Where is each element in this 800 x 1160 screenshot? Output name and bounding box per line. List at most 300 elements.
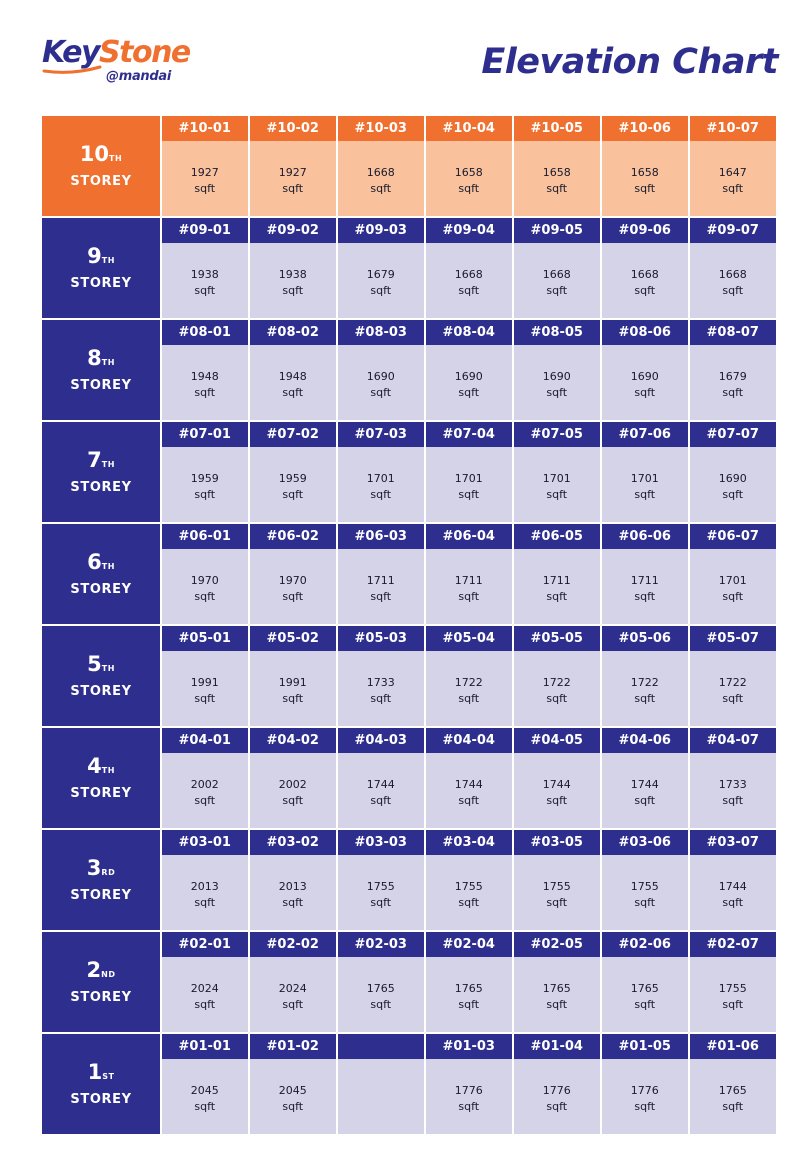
unit-number: #04-07: [690, 728, 777, 753]
unit-area-value: 1755: [718, 981, 747, 995]
floor-row: [42, 830, 776, 930]
unit-area-label: sqft: [194, 589, 216, 603]
storey-ordinal-suffix: ST: [102, 1072, 115, 1081]
unit-cell: [162, 830, 249, 930]
unit-area-label: sqft: [546, 691, 568, 705]
unit-number: #02-04: [426, 932, 513, 957]
unit-area-value: 1938: [190, 267, 219, 281]
unit-area-label: sqft: [458, 1099, 480, 1113]
unit-cell: [602, 116, 689, 216]
unit-area: [514, 957, 601, 1032]
unit-cell: [162, 524, 249, 624]
unit-cell: [514, 524, 601, 624]
unit-area-label: sqft: [194, 487, 216, 501]
unit-number: #07-01: [162, 422, 249, 447]
unit-area-value: 1991: [190, 675, 219, 689]
unit-area-label: sqft: [546, 283, 568, 297]
unit-cell: [426, 728, 513, 828]
unit-area: [250, 345, 337, 420]
unit-number: #07-02: [250, 422, 337, 447]
unit-area: [426, 243, 513, 318]
unit-area: [426, 753, 513, 828]
unit-area: [338, 957, 425, 1032]
unit-area-value: 1948: [190, 369, 219, 383]
keystone-logo: [42, 35, 190, 84]
unit-number: #07-04: [426, 422, 513, 447]
unit-area-label: sqft: [370, 487, 392, 501]
unit-number: #04-02: [250, 728, 337, 753]
unit-cell: [250, 320, 337, 420]
unit-cell: [514, 626, 601, 726]
elevation-chart: [42, 116, 776, 1136]
unit-area-label: sqft: [546, 895, 568, 909]
unit-area-label: sqft: [194, 997, 216, 1011]
floor-label: [42, 218, 160, 318]
storey-number-value: 8: [87, 346, 102, 370]
unit-number: #03-01: [162, 830, 249, 855]
unit-area-label: sqft: [546, 1099, 568, 1113]
floor-row: [42, 626, 776, 726]
floor-row: [42, 422, 776, 522]
unit-area-value: 1722: [630, 675, 659, 689]
unit-area-label: sqft: [634, 895, 656, 909]
unit-number: #04-05: [514, 728, 601, 753]
unit-number: #06-02: [250, 524, 337, 549]
unit-number: #08-03: [338, 320, 425, 345]
storey-number-value: 1: [87, 1060, 103, 1084]
unit-area: [162, 243, 249, 318]
unit-area-value: 1679: [718, 369, 747, 383]
unit-cell: [162, 626, 249, 726]
unit-area: [690, 855, 777, 930]
unit-area-label: sqft: [282, 283, 304, 297]
unit-cell: [426, 830, 513, 930]
unit-area-value: 1701: [630, 471, 659, 485]
floor-row: [42, 932, 776, 1032]
unit-area-value: 1733: [366, 675, 395, 689]
unit-area-value: 1970: [190, 573, 219, 587]
unit-area-label: sqft: [634, 1099, 656, 1113]
unit-area-label: sqft: [194, 793, 216, 807]
unit-cells: [160, 422, 776, 522]
unit-area: [250, 549, 337, 624]
unit-area-label: sqft: [458, 487, 480, 501]
storey-number: [87, 347, 115, 374]
unit-number: #09-03: [338, 218, 425, 243]
unit-area-value: 1722: [718, 675, 747, 689]
unit-number: #06-05: [514, 524, 601, 549]
unit-cell: [690, 728, 777, 828]
unit-area-label: sqft: [546, 181, 568, 195]
unit-number: #08-04: [426, 320, 513, 345]
unit-area-value: 1744: [718, 879, 747, 893]
unit-area-value: 1938: [278, 267, 307, 281]
unit-area-value: 1711: [366, 573, 395, 587]
unit-area-label: sqft: [634, 385, 656, 399]
unit-area: [602, 651, 689, 726]
storey-ordinal-suffix: TH: [101, 562, 115, 571]
unit-cell: [602, 1034, 689, 1134]
unit-number: #05-05: [514, 626, 601, 651]
unit-area: [690, 651, 777, 726]
unit-cell: [426, 932, 513, 1032]
unit-area: [250, 957, 337, 1032]
unit-area-label: sqft: [282, 385, 304, 399]
unit-cell: [338, 320, 425, 420]
unit-area: [690, 447, 777, 522]
unit-number: #01-03: [426, 1034, 513, 1059]
unit-area-label: sqft: [722, 1099, 744, 1113]
unit-area: [338, 345, 425, 420]
unit-area-label: sqft: [282, 1099, 304, 1113]
unit-area-value: 1668: [718, 267, 747, 281]
unit-number: #03-04: [426, 830, 513, 855]
unit-area-value: 1647: [718, 165, 747, 179]
unit-area-value: 1690: [718, 471, 747, 485]
unit-area: [162, 549, 249, 624]
storey-word: STOREY: [70, 378, 132, 393]
unit-area-value: 1690: [542, 369, 571, 383]
unit-cell: [162, 218, 249, 318]
unit-number: #04-03: [338, 728, 425, 753]
unit-area-label: sqft: [458, 589, 480, 603]
unit-number: #04-06: [602, 728, 689, 753]
unit-area-value: 1744: [366, 777, 395, 791]
unit-number: #08-01: [162, 320, 249, 345]
storey-word: STOREY: [70, 582, 132, 597]
unit-area: [426, 651, 513, 726]
unit-area-label: sqft: [634, 793, 656, 807]
unit-area-value: 1765: [454, 981, 483, 995]
unit-number: #05-01: [162, 626, 249, 651]
unit-area: [602, 753, 689, 828]
unit-area-label: sqft: [458, 181, 480, 195]
unit-number: #07-05: [514, 422, 601, 447]
unit-cell: [250, 1034, 337, 1134]
unit-cell: [338, 422, 425, 522]
unit-area: [514, 141, 601, 216]
unit-area-value: 1927: [278, 165, 307, 179]
unit-number: #06-06: [602, 524, 689, 549]
unit-area-label: sqft: [722, 589, 744, 603]
unit-area-label: sqft: [634, 589, 656, 603]
unit-cell: [338, 1034, 425, 1134]
unit-cell: [426, 116, 513, 216]
storey-number: [87, 857, 115, 884]
storey-number: [87, 245, 115, 272]
unit-area-value: 2024: [190, 981, 219, 995]
unit-number: #05-07: [690, 626, 777, 651]
floor-label: [42, 422, 160, 522]
unit-cell: [602, 524, 689, 624]
storey-word: STOREY: [70, 786, 132, 801]
unit-cell: [338, 728, 425, 828]
unit-cells: [160, 218, 776, 318]
unit-area: [162, 651, 249, 726]
unit-cell: [514, 932, 601, 1032]
unit-cell: [162, 422, 249, 522]
unit-number: #05-03: [338, 626, 425, 651]
unit-number: #09-06: [602, 218, 689, 243]
unit-number: #10-07: [690, 116, 777, 141]
unit-area-value: 1722: [454, 675, 483, 689]
unit-cell: [690, 320, 777, 420]
unit-area-label: sqft: [282, 691, 304, 705]
storey-word: STOREY: [70, 990, 132, 1005]
unit-area: [690, 753, 777, 828]
unit-cell: [426, 422, 513, 522]
unit-cell: [250, 524, 337, 624]
unit-area: [602, 957, 689, 1032]
floor-label: [42, 626, 160, 726]
unit-number: #02-03: [338, 932, 425, 957]
storey-number-value: 3: [86, 856, 102, 880]
storey-word: STOREY: [70, 276, 132, 291]
floor-row: [42, 728, 776, 828]
unit-area: [338, 141, 425, 216]
storey-number: [87, 551, 115, 578]
unit-number: #03-02: [250, 830, 337, 855]
unit-cell: [602, 932, 689, 1032]
unit-cell: [338, 524, 425, 624]
unit-area-value: 1668: [542, 267, 571, 281]
unit-area-value: 1744: [454, 777, 483, 791]
unit-area-value: 1679: [366, 267, 395, 281]
unit-number: #10-01: [162, 116, 249, 141]
unit-area-value: 1668: [630, 267, 659, 281]
unit-area-label: sqft: [458, 793, 480, 807]
unit-area-value: 1658: [454, 165, 483, 179]
unit-area: [514, 243, 601, 318]
unit-area-label: sqft: [370, 895, 392, 909]
unit-cells: [160, 728, 776, 828]
unit-cells: [160, 626, 776, 726]
unit-cell: [338, 116, 425, 216]
unit-area-value: 1701: [454, 471, 483, 485]
unit-area: [690, 549, 777, 624]
unit-area: [338, 447, 425, 522]
unit-number: #04-01: [162, 728, 249, 753]
unit-number: #08-06: [602, 320, 689, 345]
unit-area: [690, 957, 777, 1032]
storey-ordinal-suffix: TH: [101, 766, 115, 775]
storey-number: [87, 653, 115, 680]
unit-number: #03-07: [690, 830, 777, 855]
unit-area-value: 1970: [278, 573, 307, 587]
storey-number-value: 6: [87, 550, 102, 574]
unit-area-label: sqft: [634, 997, 656, 1011]
unit-number: #06-07: [690, 524, 777, 549]
storey-number-value: 9: [87, 244, 102, 268]
unit-number: #02-07: [690, 932, 777, 957]
unit-number: #02-01: [162, 932, 249, 957]
unit-area: [250, 1059, 337, 1134]
unit-number: #06-04: [426, 524, 513, 549]
storey-number: [87, 959, 116, 986]
unit-cell: [426, 626, 513, 726]
unit-area-label: sqft: [194, 181, 216, 195]
unit-cell: [602, 626, 689, 726]
unit-area-label: sqft: [370, 385, 392, 399]
unit-cell: [690, 116, 777, 216]
unit-area: [514, 651, 601, 726]
unit-area-value: 1701: [366, 471, 395, 485]
unit-area: [250, 141, 337, 216]
unit-area-value: 1776: [454, 1083, 483, 1097]
unit-area: [162, 141, 249, 216]
unit-area: [602, 447, 689, 522]
unit-area-label: sqft: [546, 487, 568, 501]
storey-word: STOREY: [70, 1092, 132, 1107]
unit-area: [602, 855, 689, 930]
unit-cells: [160, 524, 776, 624]
storey-word: STOREY: [70, 684, 132, 699]
storey-number: [87, 449, 115, 476]
unit-area-value: 1658: [630, 165, 659, 179]
unit-cells: [160, 1034, 776, 1134]
unit-area: [602, 549, 689, 624]
unit-number: #10-03: [338, 116, 425, 141]
unit-cell: [426, 320, 513, 420]
unit-cell: [162, 116, 249, 216]
unit-area-value: 2045: [190, 1083, 219, 1097]
unit-number: #06-03: [338, 524, 425, 549]
unit-cell: [338, 830, 425, 930]
unit-number: #09-01: [162, 218, 249, 243]
unit-area-value: 2024: [278, 981, 307, 995]
unit-cell: [602, 218, 689, 318]
unit-number: #09-05: [514, 218, 601, 243]
floor-row: [42, 116, 776, 216]
unit-cell: [690, 1034, 777, 1134]
storey-ordinal-suffix: ND: [101, 970, 116, 979]
unit-area: [162, 1059, 249, 1134]
unit-number: #02-06: [602, 932, 689, 957]
unit-area: [426, 855, 513, 930]
unit-area-label: sqft: [194, 895, 216, 909]
logo-stone-text: Stone: [99, 35, 190, 70]
logo-key-text: Key: [42, 35, 100, 70]
unit-area: [250, 753, 337, 828]
unit-number: #04-04: [426, 728, 513, 753]
unit-area-label: sqft: [722, 283, 744, 297]
unit-area-value: 1765: [366, 981, 395, 995]
unit-area-value: 1744: [542, 777, 571, 791]
floor-row: [42, 218, 776, 318]
unit-area-value: 2002: [278, 777, 307, 791]
floor-label: [42, 320, 160, 420]
unit-area-label: sqft: [194, 691, 216, 705]
unit-area-value: 2002: [190, 777, 219, 791]
unit-area-value: 1765: [542, 981, 571, 995]
unit-cell: [250, 932, 337, 1032]
unit-area-value: 1690: [454, 369, 483, 383]
logo-swoosh-icon: [42, 65, 102, 75]
unit-cell: [162, 1034, 249, 1134]
unit-area-value: 1927: [190, 165, 219, 179]
storey-word: STOREY: [70, 480, 132, 495]
unit-area: [426, 1059, 513, 1134]
storey-number: [87, 755, 115, 782]
unit-area-label: sqft: [370, 997, 392, 1011]
unit-area: [514, 855, 601, 930]
unit-area-value: 1959: [190, 471, 219, 485]
unit-area-value: 1690: [366, 369, 395, 383]
unit-area-label: sqft: [634, 691, 656, 705]
unit-area-label: sqft: [546, 589, 568, 603]
floor-label: [42, 830, 160, 930]
unit-number: #09-04: [426, 218, 513, 243]
unit-number: #05-06: [602, 626, 689, 651]
unit-cell: [426, 218, 513, 318]
unit-area-label: sqft: [282, 793, 304, 807]
unit-cell: [514, 1034, 601, 1134]
unit-area-label: sqft: [634, 487, 656, 501]
unit-area-value: 1668: [366, 165, 395, 179]
unit-area: [514, 753, 601, 828]
unit-area-value: 1744: [630, 777, 659, 791]
unit-cell: [514, 422, 601, 522]
storey-number-value: 2: [86, 958, 102, 982]
unit-area: [250, 855, 337, 930]
floor-row: [42, 524, 776, 624]
unit-area-value: 1959: [278, 471, 307, 485]
unit-area-label: sqft: [194, 1099, 216, 1113]
unit-area: [250, 243, 337, 318]
unit-number: #01-01: [162, 1034, 249, 1059]
unit-cell: [514, 320, 601, 420]
unit-area-value: 1722: [542, 675, 571, 689]
floor-label: [42, 728, 160, 828]
unit-area-value: 1701: [542, 471, 571, 485]
unit-area: [602, 141, 689, 216]
floor-label: [42, 116, 160, 216]
storey-ordinal-suffix: RD: [101, 868, 116, 877]
unit-cell: [602, 728, 689, 828]
unit-area-label: sqft: [722, 487, 744, 501]
unit-area-value: 1711: [630, 573, 659, 587]
unit-area-value: 1668: [454, 267, 483, 281]
unit-area: [514, 1059, 601, 1134]
unit-number: #02-05: [514, 932, 601, 957]
storey-number: [80, 143, 122, 170]
unit-area: [514, 447, 601, 522]
unit-number: #10-02: [250, 116, 337, 141]
unit-area-label: sqft: [370, 691, 392, 705]
unit-area: [602, 1059, 689, 1134]
floor-label: [42, 1034, 160, 1134]
unit-cell: [162, 932, 249, 1032]
floor-row: [42, 1034, 776, 1134]
unit-area: [514, 345, 601, 420]
unit-area-label: sqft: [722, 997, 744, 1011]
storey-ordinal-suffix: TH: [101, 460, 115, 469]
unit-area-label: sqft: [546, 997, 568, 1011]
unit-area-label: sqft: [282, 895, 304, 909]
unit-number: #03-06: [602, 830, 689, 855]
unit-area-value: 2013: [278, 879, 307, 893]
unit-area-label: sqft: [458, 691, 480, 705]
unit-number: #02-02: [250, 932, 337, 957]
unit-area-value: 2045: [278, 1083, 307, 1097]
unit-area: [162, 753, 249, 828]
unit-area-value: 1755: [366, 879, 395, 893]
unit-cell: [690, 524, 777, 624]
unit-number: #03-05: [514, 830, 601, 855]
unit-area-label: sqft: [282, 181, 304, 195]
unit-cells: [160, 320, 776, 420]
unit-area: [338, 753, 425, 828]
